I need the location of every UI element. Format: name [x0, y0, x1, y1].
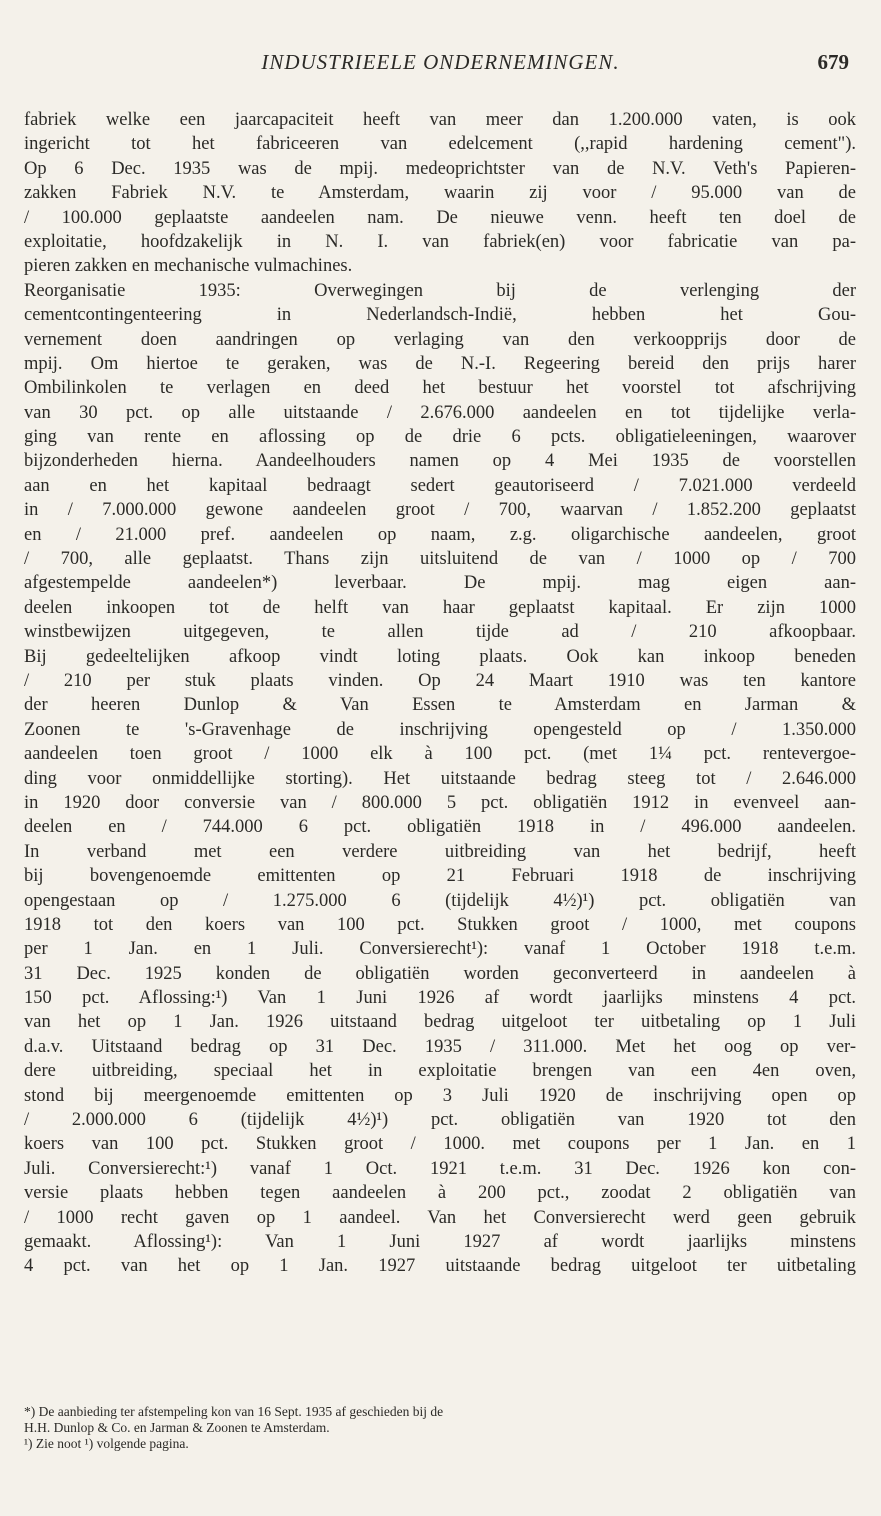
footnotes: [24, 1404, 856, 1452]
text-line: ingericht tot het fabriceeren van edelcement (,,rapid hardening cement").: [24, 134, 856, 155]
text-line: Ombilinkolen te verlagen en deed het bestuur het voorstel tot afschrijving: [24, 378, 856, 399]
text-line: aan en het kapitaal bedraagt sedert geautoriseerd / 7.021.000 verdeeld: [24, 475, 856, 496]
text-line: gemaakt. Aflossing¹): Van 1 Juni 1927 af wordt jaarlijks minstens: [24, 1231, 856, 1252]
text-line: afgestempelde aandeelen*) leverbaar. De mpij. mag eigen aan-: [24, 573, 856, 594]
text-line: Bij gedeeltelijken afkoop vindt loting plaats. Ook kan inkoop beneden: [24, 646, 856, 667]
text-line: 1918 tot den koers van 100 pct. Stukken groot / 1000, met coupons: [24, 914, 856, 935]
page-header: [0, 50, 881, 80]
text-line: dere uitbreiding, speciaal het in exploitatie brengen van een 4en oven,: [24, 1061, 856, 1082]
text-line: aandeelen toen groot / 1000 elk à 100 pct. (met 1¼ pct. rentevergoe-: [24, 744, 856, 765]
text-line: bijzonderheden hierna. Aandeelhouders namen op 4 Mei 1935 de voorstellen: [24, 451, 856, 472]
text-line: stond bij meergenoemde emittenten op 3 Juli 1920 de inschrijving open op: [24, 1085, 856, 1106]
page-number: 679: [817, 50, 849, 74]
text-line: per 1 Jan. en 1 Juli. Conversierecht¹): vanaf 1 October 1918 t.e.m.: [24, 939, 856, 960]
text-line: van het op 1 Jan. 1926 uitstaand bedrag uitgeloot ter uitbetaling op 1 Juli: [24, 1012, 856, 1033]
text-line: / 2.000.000 6 (tijdelijk 4½)¹) pct. obligatiën van 1920 tot den: [24, 1110, 856, 1131]
text-line: der heeren Dunlop & Van Essen te Amsterdam en Jarman &: [24, 695, 856, 716]
text-line: cementcontingenteering in Nederlandsch-Indië, hebben het Gou-: [24, 305, 856, 326]
text-line: In verband met een verdere uitbreiding van het bedrijf, heeft: [24, 841, 856, 862]
text-line: van 30 pct. op alle uitstaande / 2.676.000 aandeelen en tot tijdelijke verla-: [24, 402, 856, 423]
footnote: H.H. Dunlop & Co. en Jarman & Zoonen te Amsterdam.: [24, 1420, 330, 1435]
text-line: Op 6 Dec. 1935 was de mpij. medeoprichtster van de N.V. Veth's Papieren-: [24, 158, 856, 179]
text-line: bij bovengenoemde emittenten op 21 Februari 1918 de inschrijving: [24, 866, 856, 887]
running-title: INDUSTRIEELE ONDERNEMINGEN.: [261, 50, 620, 74]
text-line: ding voor onmiddellijke storting). Het uitstaande bedrag steeg tot / 2.646.000: [24, 768, 856, 789]
text-line: in 1920 door conversie van / 800.000 5 pct. obligatiën 1912 in evenveel aan-: [24, 792, 856, 813]
text-line: Reorganisatie 1935: Overwegingen bij de verlenging der: [24, 280, 856, 301]
text-line: en / 21.000 pref. aandeelen op naam, z.g. oligarchische aandeelen, groot: [24, 524, 856, 545]
text-line: deelen inkoopen tot de helft van haar geplaatst kapitaal. Er zijn 1000: [24, 597, 856, 618]
text-line: exploitatie, hoofdzakelijk in N. I. van fabriek(en) voor fabricatie van pa-: [24, 231, 856, 252]
text-line: 4 pct. van het op 1 Jan. 1927 uitstaande bedrag uitgeloot ter uitbetaling: [24, 1256, 856, 1277]
text-line: deelen en / 744.000 6 pct. obligatiën 1918 in / 496.000 aandeelen.: [24, 817, 856, 838]
text-line: Juli. Conversierecht:¹) vanaf 1 Oct. 1921 t.e.m. 31 Dec. 1926 kon con-: [24, 1158, 856, 1179]
text-line: versie plaats hebben tegen aandeelen à 200 pct., zoodat 2 obligatiën van: [24, 1183, 856, 1204]
footnote: ¹) Zie noot ¹) volgende pagina.: [24, 1436, 189, 1451]
text-line: koers van 100 pct. Stukken groot / 1000. met coupons per 1 Jan. en 1: [24, 1134, 856, 1155]
text-line: / 210 per stuk plaats vinden. Op 24 Maart 1910 was ten kantore: [24, 670, 856, 691]
body-text: [24, 108, 856, 1279]
text-line: zakken Fabriek N.V. te Amsterdam, waarin zij voor / 95.000 van de: [24, 183, 856, 204]
footnote: *) De aanbieding ter afstempeling kon van 16 Sept. 1935 af geschieden bij de: [24, 1404, 444, 1419]
text-line: 150 pct. Aflossing:¹) Van 1 Juni 1926 af wordt jaarlijks minstens 4 pct.: [24, 988, 856, 1009]
text-line: 31 Dec. 1925 konden de obligatiën worden geconverteerd in aandeelen à: [24, 963, 856, 984]
text-line: fabriek welke een jaarcapaciteit heeft van meer dan 1.200.000 vaten, is ook: [24, 110, 856, 130]
text-line: winstbewijzen uitgegeven, te allen tijde ad / 210 afkoopbaar.: [24, 622, 856, 643]
text-line: / 1000 recht gaven op 1 aandeel. Van het Conversierecht werd geen gebruik: [24, 1207, 856, 1228]
text-line: in / 7.000.000 gewone aandeelen groot / 700, waarvan / 1.852.200 geplaatst: [24, 500, 856, 521]
text-line: / 700, alle geplaatst. Thans zijn uitsluitend de van / 1000 op / 700: [24, 549, 856, 570]
text-line: vernement doen aandringen op verlaging van den verkoopprijs door de: [24, 329, 856, 350]
text-line: pieren zakken en mechanische vulmachines.: [24, 256, 353, 277]
text-line: d.a.v. Uitstaand bedrag op 31 Dec. 1935 / 311.000. Met het oog op ver-: [24, 1036, 856, 1057]
text-line: ging van rente en aflossing op de drie 6 pcts. obligatieleeningen, waarover: [24, 427, 856, 448]
text-line: mpij. Om hiertoe te geraken, was de N.-I. Regeering bereid den prijs harer: [24, 353, 856, 374]
text-line: opengestaan op / 1.275.000 6 (tijdelijk 4½)¹) pct. obligatiën van: [24, 890, 856, 911]
text-line: Zoonen te 's-Gravenhage de inschrijving opengesteld op / 1.350.000: [24, 719, 856, 740]
text-line: / 100.000 geplaatste aandeelen nam. De nieuwe venn. heeft ten doel de: [24, 207, 856, 228]
